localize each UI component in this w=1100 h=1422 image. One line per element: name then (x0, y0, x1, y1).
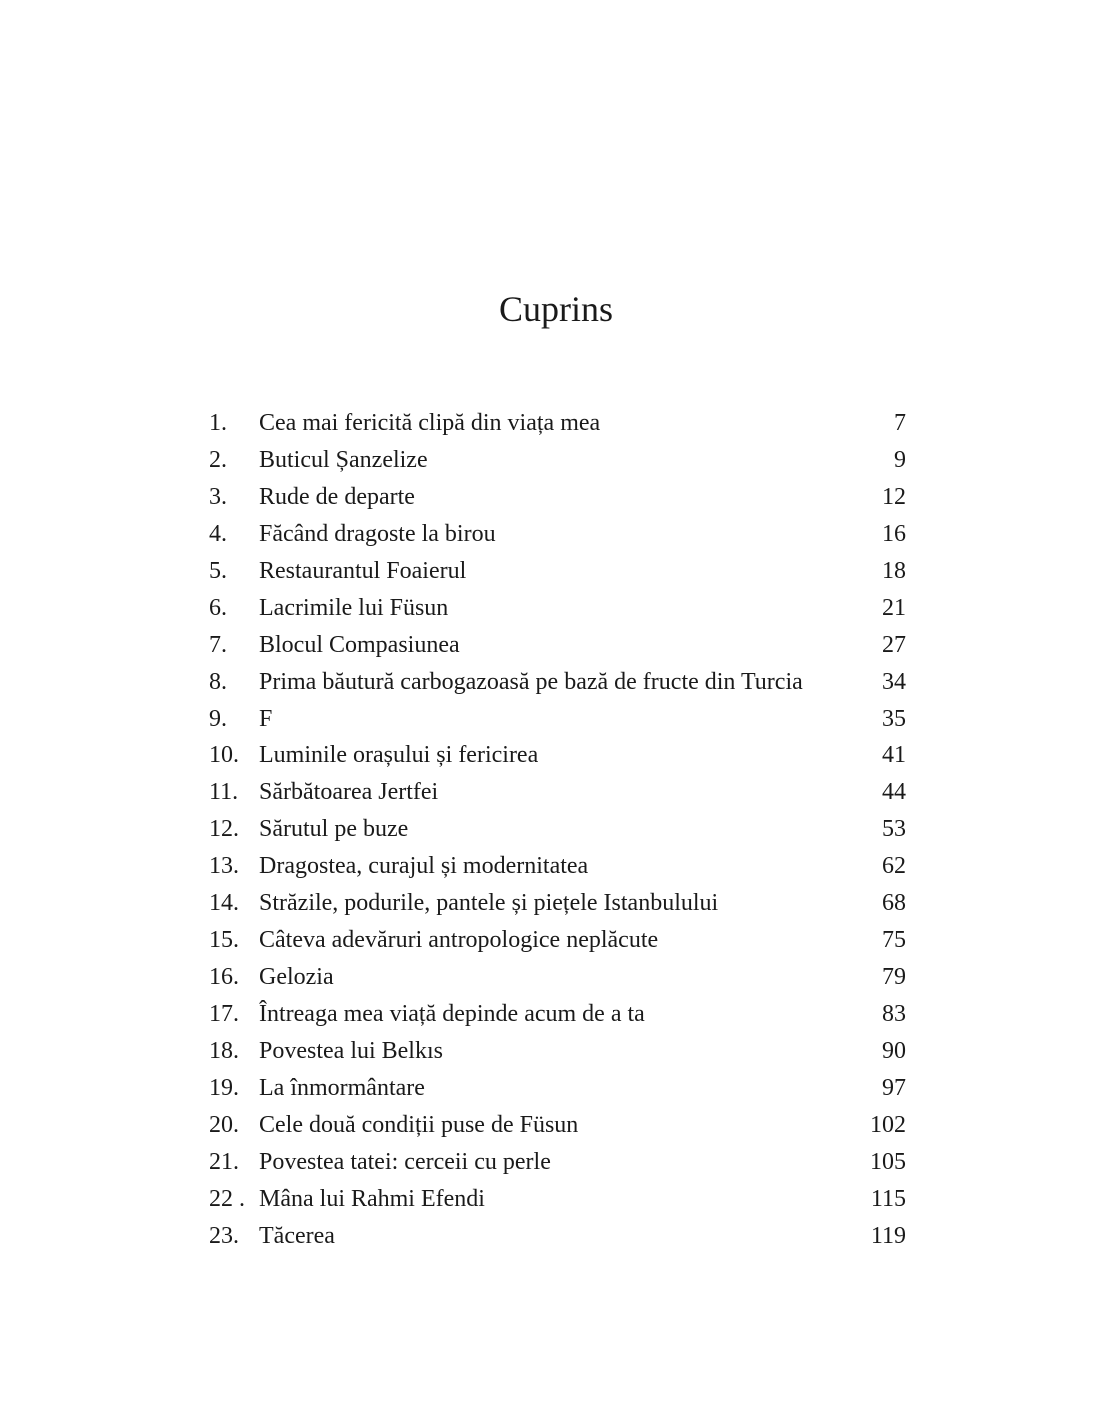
toc-entry (209, 701, 906, 738)
entry-number: 16. (209, 964, 239, 991)
entry-page: 102 (870, 1111, 906, 1138)
toc-entry (209, 774, 906, 811)
entry-page: 97 (882, 1074, 906, 1101)
toc-entry (209, 1144, 906, 1181)
entry-page: 119 (870, 1222, 906, 1249)
toc-entry (209, 627, 906, 664)
entry-number: 22 . (209, 1185, 245, 1212)
toc-entry (209, 590, 906, 627)
entry-page: 16 (882, 520, 906, 547)
entry-title: F (259, 705, 273, 732)
table-of-contents (209, 405, 906, 1255)
entry-title: Dragostea, curajul și modernitatea (259, 853, 589, 880)
entry-page: 41 (882, 742, 906, 769)
toc-entry (209, 737, 906, 774)
entry-page: 21 (882, 594, 906, 621)
entry-title: Rude de departe (259, 483, 415, 510)
entry-page: 79 (882, 964, 906, 991)
entry-number: 2. (209, 446, 227, 473)
toc-entry (209, 516, 906, 553)
entry-title: Făcând dragoste la birou (259, 520, 496, 547)
entry-title: Sărbătoarea Jertfei (259, 779, 439, 806)
entry-number: 19. (209, 1074, 239, 1101)
toc-entry (209, 848, 906, 885)
toc-entry (209, 811, 906, 848)
toc-entry (209, 996, 906, 1033)
toc-entry (209, 1181, 906, 1218)
entry-number: 20. (209, 1111, 239, 1138)
toc-entry (209, 442, 906, 479)
entry-number: 11. (209, 779, 239, 806)
entry-page: 12 (882, 483, 906, 510)
entry-number: 21. (209, 1148, 239, 1175)
entry-page: 34 (882, 668, 906, 695)
entry-title: Străzile, podurile, pantele și piețele Istanbulului (259, 890, 719, 917)
entry-number: 23. (209, 1222, 239, 1249)
entry-number: 8. (209, 668, 227, 695)
entry-page: 27 (882, 631, 906, 658)
toc-entry (209, 1033, 906, 1070)
entry-page: 53 (882, 816, 906, 843)
toc-entry (209, 885, 906, 922)
toc-entry (209, 1070, 906, 1107)
entry-page: 62 (882, 853, 906, 880)
entry-number: 1. (209, 410, 227, 436)
entry-title: Cea mai fericită clipă din viața mea (259, 410, 601, 436)
entry-title: Povestea tatei: cerceii cu perle (259, 1148, 551, 1175)
entry-page: 115 (870, 1185, 906, 1212)
entry-number: 18. (209, 1037, 239, 1064)
toc-entry (209, 664, 906, 701)
entry-number: 9. (209, 705, 227, 732)
entry-page: 7 (894, 410, 906, 436)
page-title: Cuprins (498, 289, 613, 329)
toc-entry (209, 405, 906, 442)
entry-title: Sărutul pe buze (259, 816, 409, 843)
entry-title: Luminile orașului și fericirea (259, 742, 539, 769)
entry-title: Cele două condiții puse de Füsun (259, 1111, 579, 1138)
entry-title: Întreaga mea viață depinde acum de a ta (259, 1001, 645, 1027)
entry-title: Buticul Șanzelize (259, 446, 428, 473)
entry-number: 13. (209, 853, 239, 880)
entry-number: 3. (209, 483, 227, 510)
entry-page: 68 (882, 890, 906, 917)
entry-page: 35 (882, 705, 906, 732)
entry-title: Gelozia (259, 964, 334, 991)
toc-entry (209, 1107, 906, 1144)
entry-page: 105 (870, 1148, 906, 1175)
entry-page: 18 (882, 557, 906, 584)
entry-title: Prima băutură carbogazoasă pe bază de fructe din Turcia (259, 668, 803, 695)
entry-page: 44 (882, 779, 906, 806)
entry-title: Câteva adevăruri antropologice neplăcute (259, 927, 659, 954)
entry-title: Restaurantul Foaierul (259, 557, 467, 584)
toc-entry (209, 479, 906, 516)
toc-entry (209, 553, 906, 590)
entry-number: 4. (209, 520, 227, 547)
entry-number: 12. (209, 816, 239, 843)
entry-page: 83 (882, 1001, 906, 1027)
entry-page: 9 (894, 446, 906, 473)
toc-entry (209, 922, 906, 959)
entry-title: Lacrimile lui Füsun (259, 594, 449, 621)
entry-number: 7. (209, 631, 227, 658)
entry-title: Mâna lui Rahmi Efendi (259, 1185, 485, 1212)
entry-title: La înmormântare (259, 1074, 425, 1101)
entry-number: 10. (209, 742, 239, 769)
entry-number: 6. (209, 594, 227, 621)
entry-page: 75 (882, 927, 906, 954)
entry-title: Tăcerea (259, 1222, 335, 1249)
entry-number: 17. (209, 1001, 239, 1027)
toc-entry (209, 959, 906, 996)
entry-page: 90 (882, 1037, 906, 1064)
entry-title: Blocul Compasiunea (259, 631, 460, 658)
entry-number: 15. (209, 927, 239, 954)
toc-entry (209, 1218, 906, 1255)
entry-number: 5. (209, 557, 227, 584)
entry-number: 14. (209, 890, 239, 917)
entry-title: Povestea lui Belkıs (259, 1037, 443, 1064)
